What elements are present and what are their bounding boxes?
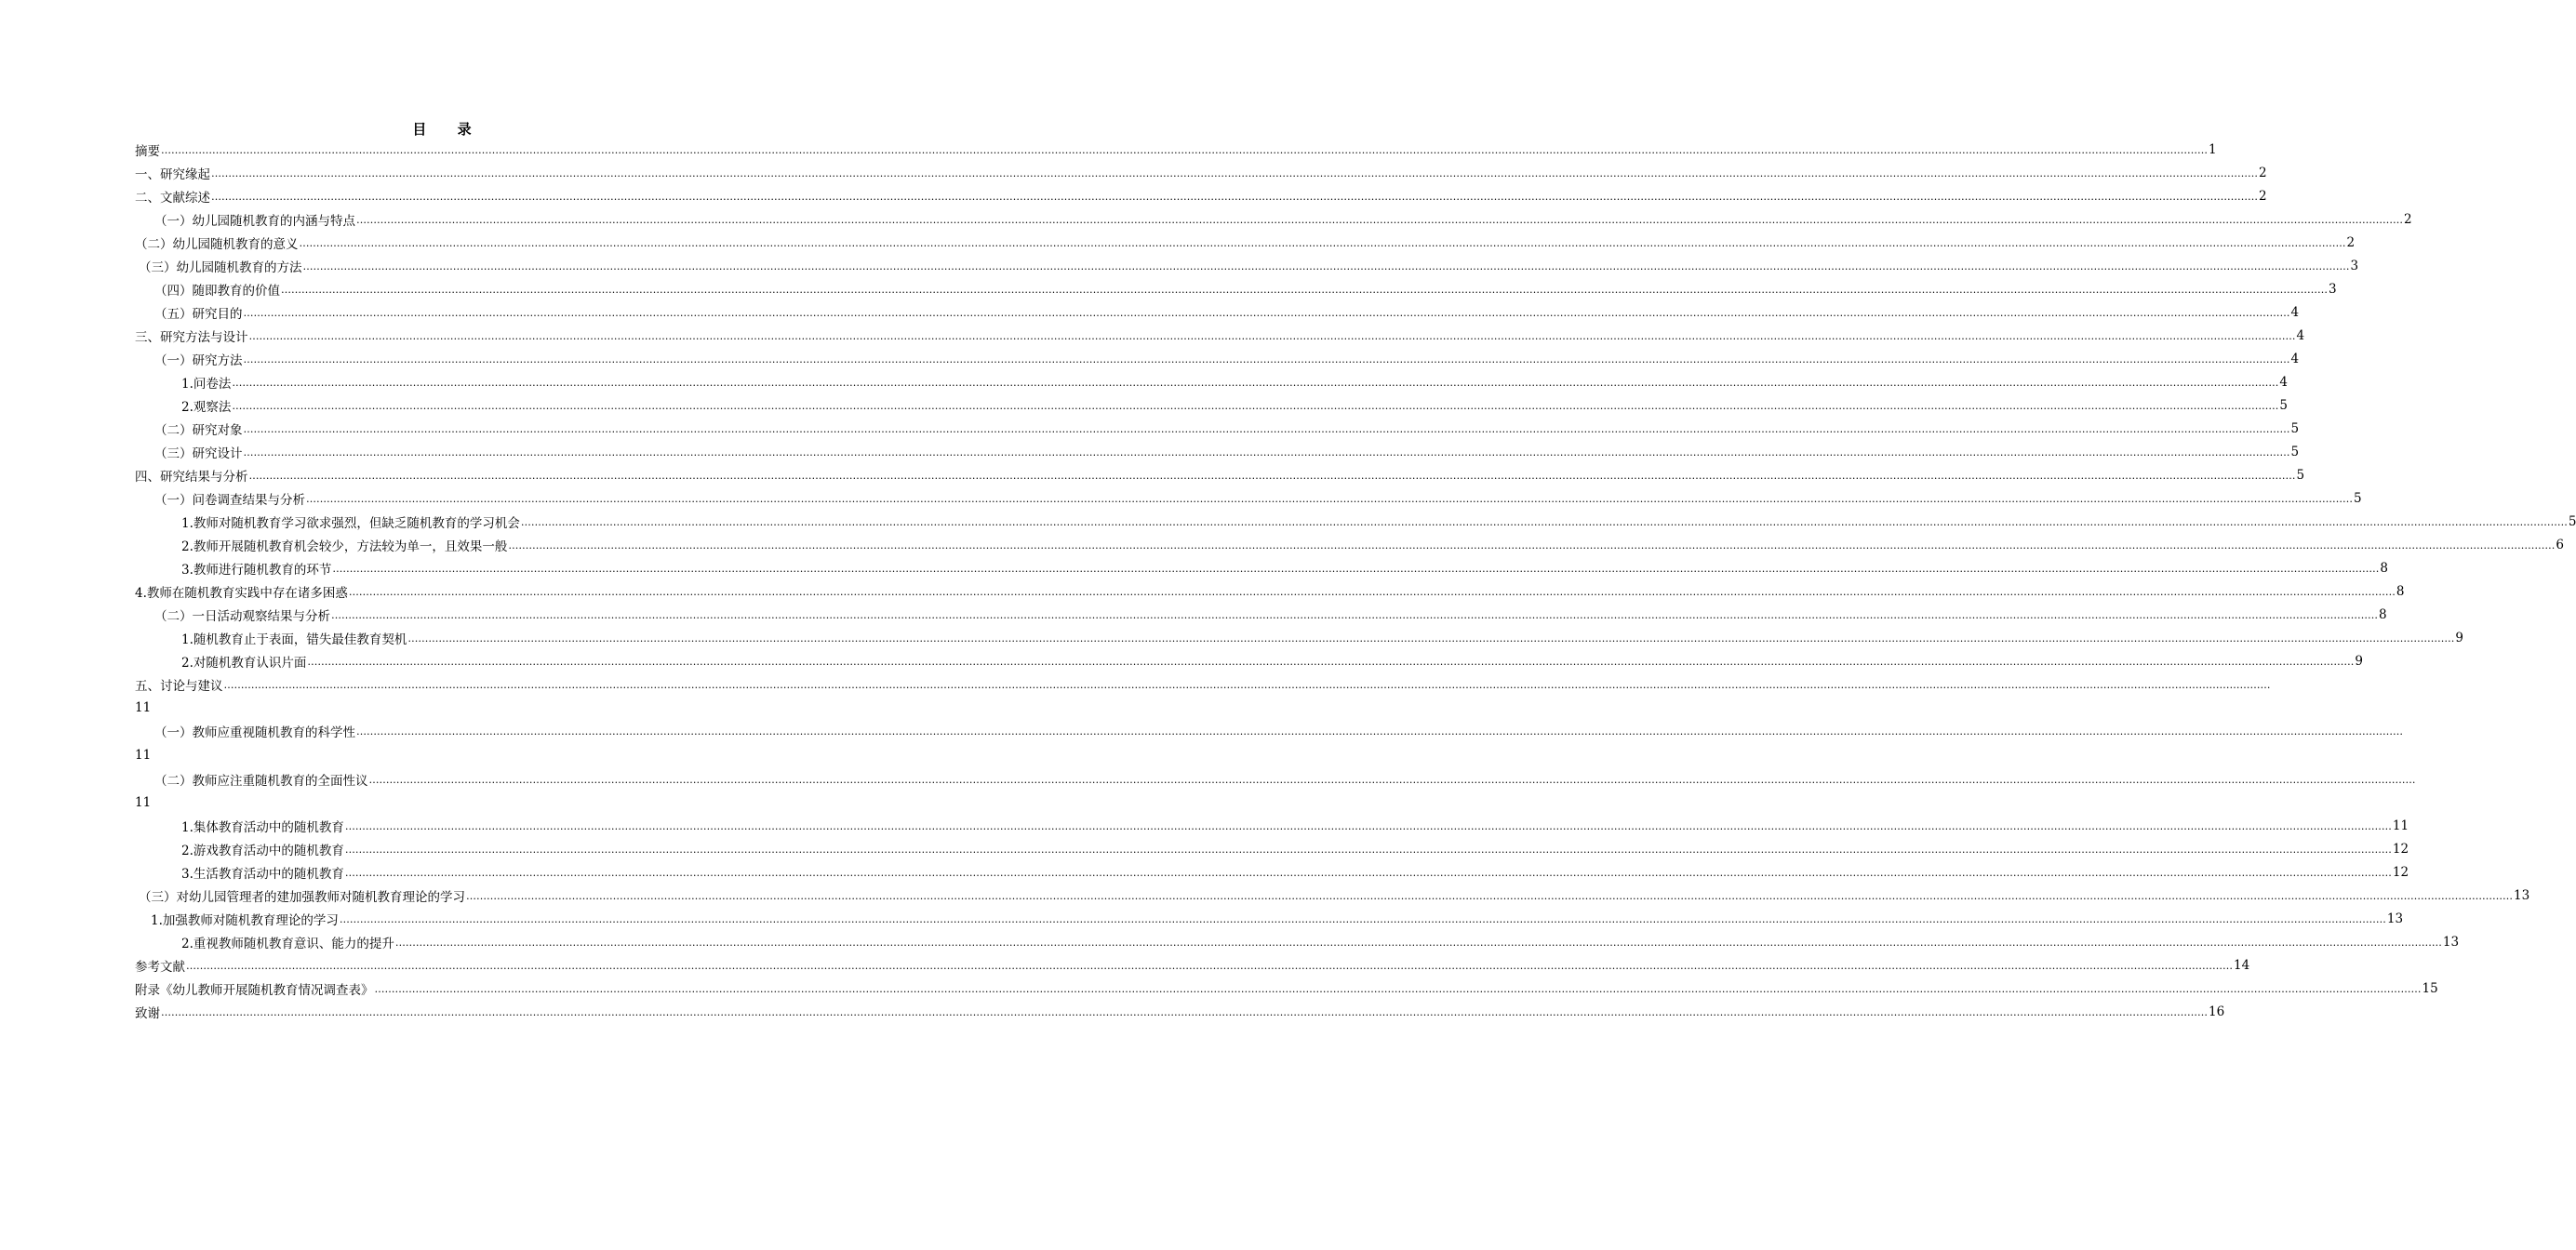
dot-leader: ……………………………………………………………………………………………………………………………………………………………………………………………………………………………………………………………………………………………………………………………………………………………………………………………………………………………………………………………………………………………………………………………………………………	[307, 655, 2355, 668]
toc-entry[interactable]	[135, 581, 2405, 602]
toc-entry-label: （一）问卷调查结果与分析	[154, 493, 305, 508]
toc-entry[interactable]	[135, 163, 2267, 183]
toc-entry-label: 附录《幼儿教师开展随机教育情况调查表》	[135, 983, 374, 998]
toc-entry-page: 2	[2346, 235, 2356, 250]
toc-entry[interactable]	[154, 279, 2337, 299]
dot-leader: ……………………………………………………………………………………………………………………………………………………………………………………………………………………………………………………………………………………………………………………………………………………………………………………………………………………………………………………………………………………………………………………………………………………	[243, 352, 2290, 366]
toc-entry[interactable]	[181, 651, 2363, 672]
dot-leader: ……………………………………………………………………………………………………………………………………………………………………………………………………………………………………………………………………………………………………………………………………………………………………………………………………………………………………………………………………………………………………………………………………………………	[243, 445, 2290, 459]
dot-leader: ……………………………………………………………………………………………………………………………………………………………………………………………………………………………………………………………………………………………………………………………………………………………………………………………………………………………………………………………………………………………………………………………………………………	[331, 608, 2378, 621]
toc-entry-label: （三）研究设计	[154, 446, 243, 461]
toc-entry-label: 致谢	[135, 1006, 160, 1021]
toc-entry[interactable]	[154, 605, 2387, 625]
toc-entry-label: 1.随机教育止于表面，错失最佳教育契机	[181, 632, 407, 647]
toc-entry-page: 5	[2279, 398, 2288, 413]
toc-entry-page: 8	[2379, 607, 2387, 622]
dot-leader: ……………………………………………………………………………………………………………………………………………………………………………………………………………………………………………………………………………………………………………………………………………………………………………………………………………………………………………………………………………………………………………………………………………………	[211, 190, 2258, 203]
dot-leader: ……………………………………………………………………………………………………………………………………………………………………………………………………………………………………………………………………………………………………………………………………………………………………………………………………………………………………………………………………………………………………………………………………………………	[348, 585, 2396, 598]
dot-leader: ……………………………………………………………………………………………………………………………………………………………………………………………………………………………………………………………………………………………………………………………………………………………………………………………………………………………………………………………………………………………………………………………………………………	[356, 213, 2403, 226]
dot-leader: ……………………………………………………………………………………………………………………………………………………………………………………………………………………………………………………………………………………………………………………………………………………………………………………………………………………………………………………………………………………………………………………………………………………	[344, 819, 2392, 832]
toc-entry[interactable]	[181, 535, 2564, 555]
toc-entry[interactable]	[135, 465, 2305, 485]
toc-entry[interactable]	[181, 372, 2288, 392]
toc-entry[interactable]	[154, 209, 2412, 230]
toc-entry-page: 8	[2380, 561, 2388, 576]
toc-entry-page: 6	[2556, 538, 2564, 552]
toc-entry-page: 13	[2386, 911, 2404, 926]
dot-leader: ……………………………………………………………………………………………………………………………………………………………………………………………………………………………………………………………………………………………………………………………………………………………………………………………………………………………………………………………………………………………………………………………………………………	[344, 866, 2392, 879]
toc-entry-label: （二）幼儿园随机教育的意义	[135, 237, 299, 252]
toc-entry[interactable]	[154, 419, 2300, 439]
toc-entry-page: 11	[135, 795, 152, 810]
toc-entry[interactable]	[139, 885, 2530, 906]
toc-entry[interactable]	[139, 256, 2359, 276]
toc-entry-label: （一）教师应重视随机教育的科学性	[154, 725, 355, 740]
toc-entry-label: 1.集体教育活动中的随机教育	[181, 820, 344, 835]
toc-entry-page-wrap	[135, 792, 191, 813]
dot-leader: ……………………………………………………………………………………………………………………………………………………………………………………………………………………………………………………………………………………………………………………………………………………………………………………………………………………………………………………………………………………………………………………………………………………	[243, 422, 2290, 435]
toc-entry-page: 13	[2442, 935, 2460, 950]
toc-entry-page: 13	[2514, 888, 2530, 903]
dot-leader: ……………………………………………………………………………………………………………………………………………………………………………………………………………………………………………………………………………………………………………………………………………………………………………………………………………………………………………………………………………………………………………………………………………………	[243, 306, 2290, 319]
dot-leader: ……………………………………………………………………………………………………………………………………………………………………………………………………………………………………………………………………………………………………………………………………………………………………………………………………………………………………………………………………………………………………………………………………………………	[520, 515, 2568, 528]
toc-entry-label: 2.观察法	[181, 400, 232, 415]
dot-leader: ……………………………………………………………………………………………………………………………………………………………………………………………………………………………………………………………………………………………………………………………………………………………………………………………………………………………………………………………………………………………………………………………………………………	[356, 725, 2403, 738]
dot-leader: ……………………………………………………………………………………………………………………………………………………………………………………………………………………………………………………………………………………………………………………………………………………………………………………………………………………………………………………………………………………………………………………………………………………	[299, 236, 2346, 249]
toc-entry[interactable]	[135, 674, 2271, 695]
dot-leader: ……………………………………………………………………………………………………………………………………………………………………………………………………………………………………………………………………………………………………………………………………………………………………………………………………………………………………………………………………………………………………………………………………………………	[339, 912, 2386, 925]
toc-entry-label: （二）一日活动观察结果与分析	[154, 609, 330, 624]
toc-entry-page-wrap	[135, 698, 191, 718]
toc-entry-page: 3	[2350, 259, 2359, 273]
dot-leader: ……………………………………………………………………………………………………………………………………………………………………………………………………………………………………………………………………………………………………………………………………………………………………………………………………………………………………………………………………………………………………………………………………………………	[281, 283, 2328, 296]
dot-leader: ……………………………………………………………………………………………………………………………………………………………………………………………………………………………………………………………………………………………………………………………………………………………………………………………………………………………………………………………………………………………………………………………………………………	[407, 632, 2455, 645]
toc-entry[interactable]	[181, 839, 2409, 859]
dot-leader: ……………………………………………………………………………………………………………………………………………………………………………………………………………………………………………………………………………………………………………………………………………………………………………………………………………………………………………………………………………………………………………………………………………………	[368, 773, 2416, 786]
dot-leader: ……………………………………………………………………………………………………………………………………………………………………………………………………………………………………………………………………………………………………………………………………………………………………………………………………………………………………………………………………………………………………………………………………………………	[186, 959, 2233, 972]
toc-entry-page: 1	[2209, 142, 2217, 157]
toc-entry-page: 9	[2455, 631, 2463, 645]
toc-entry-page: 2	[2259, 166, 2267, 180]
toc-entry-label: 五、讨论与建议	[135, 679, 223, 694]
toc-entry-label: 四、研究结果与分析	[135, 470, 248, 485]
toc-entry-page: 12	[2392, 865, 2409, 880]
toc-entry-page: 5	[2296, 468, 2305, 483]
toc-entry[interactable]	[181, 816, 2409, 836]
toc-title: 目 录	[412, 121, 485, 138]
toc-entry-label: 2.重视教师随机教育意识、能力的提升	[181, 937, 394, 951]
toc-entry-page: 4	[2290, 305, 2300, 320]
dot-leader: ……………………………………………………………………………………………………………………………………………………………………………………………………………………………………………………………………………………………………………………………………………………………………………………………………………………………………………………………………………………………………………………………………………………	[232, 376, 2279, 389]
dot-leader: ……………………………………………………………………………………………………………………………………………………………………………………………………………………………………………………………………………………………………………………………………………………………………………………………………………………………………………………………………………………………………………………………………………………	[306, 492, 2353, 505]
toc-entry-page: 5	[2568, 514, 2576, 529]
toc-entry-page: 11	[135, 700, 152, 715]
toc-entry-page: 2	[2404, 212, 2412, 227]
toc-entry-page-wrap	[135, 745, 191, 765]
toc-entry-label: 三、研究方法与设计	[135, 330, 248, 345]
toc-entry-label: 一、研究缘起	[135, 167, 210, 182]
toc-entry[interactable]	[154, 488, 2362, 509]
toc-entry-page: 11	[135, 748, 152, 763]
toc-entry[interactable]	[154, 442, 2300, 462]
toc-entry-label: 2.教师开展随机教育机会较少，方法较为单一，且效果一般	[181, 539, 508, 554]
toc-entry-page: 3	[2329, 282, 2337, 297]
dot-leader: ……………………………………………………………………………………………………………………………………………………………………………………………………………………………………………………………………………………………………………………………………………………………………………………………………………………………………………………………………………………………………………………………………………………	[232, 399, 2279, 412]
dot-leader: ……………………………………………………………………………………………………………………………………………………………………………………………………………………………………………………………………………………………………………………………………………………………………………………………………………………………………………………………………………………………………………………………………………………	[466, 889, 2513, 902]
dot-leader: ……………………………………………………………………………………………………………………………………………………………………………………………………………………………………………………………………………………………………………………………………………………………………………………………………………………………………………………………………………………………………………………………………………………	[223, 678, 2271, 691]
toc-entry[interactable]	[154, 769, 2416, 790]
toc-entry[interactable]	[135, 326, 2305, 346]
dot-leader: ……………………………………………………………………………………………………………………………………………………………………………………………………………………………………………………………………………………………………………………………………………………………………………………………………………………………………………………………………………………………………………………………………………………	[394, 936, 2442, 949]
toc-entry[interactable]	[181, 512, 2576, 532]
toc-entry[interactable]	[151, 909, 2404, 929]
toc-entry-label: （一）幼儿园随机教育的内涵与特点	[154, 214, 355, 229]
toc-entry-page: 12	[2392, 842, 2409, 857]
toc-entry-label: （五）研究目的	[154, 307, 243, 322]
toc-entry[interactable]	[154, 349, 2300, 369]
toc-entry-page: 5	[2290, 445, 2300, 459]
toc-entry[interactable]	[135, 140, 2217, 160]
toc-entry[interactable]	[181, 395, 2288, 416]
toc-entry-page: 5	[2354, 491, 2362, 506]
toc-entry-label: （二）研究对象	[154, 423, 243, 438]
dot-leader: ……………………………………………………………………………………………………………………………………………………………………………………………………………………………………………………………………………………………………………………………………………………………………………………………………………………………………………………………………………………………………………………………………………………	[332, 562, 2380, 575]
toc-entry[interactable]	[135, 186, 2267, 206]
toc-entry[interactable]	[181, 932, 2460, 952]
dot-leader: ……………………………………………………………………………………………………………………………………………………………………………………………………………………………………………………………………………………………………………………………………………………………………………………………………………………………………………………………………………………………………………………………………………………	[248, 329, 2296, 342]
toc-entry-label: （三）对幼儿园管理者的建加强教师对随机教育理论的学习	[139, 890, 465, 905]
toc-entry-page: 9	[2355, 654, 2363, 669]
toc-entry-label: （二）教师应注重随机教育的全面性议	[154, 774, 368, 789]
toc-entry-label: 2.对随机教育认识片面	[181, 656, 307, 671]
dot-leader: ……………………………………………………………………………………………………………………………………………………………………………………………………………………………………………………………………………………………………………………………………………………………………………………………………………………………………………………………………………………………………………………………………………………	[344, 843, 2392, 856]
toc-entry[interactable]	[135, 978, 2438, 999]
toc-entry-label: 1.教师对随机教育学习欲求强烈，但缺乏随机教育的学习机会	[181, 516, 520, 531]
toc-entry[interactable]	[135, 233, 2356, 253]
toc-entry-label: 2.游戏教育活动中的随机教育	[181, 844, 344, 858]
dot-leader: ……………………………………………………………………………………………………………………………………………………………………………………………………………………………………………………………………………………………………………………………………………………………………………………………………………………………………………………………………………………………………………………………………………………	[302, 259, 2350, 273]
toc-entry-page: 4	[2279, 375, 2288, 390]
toc-entry[interactable]	[181, 558, 2388, 578]
toc-entry[interactable]	[135, 955, 2250, 976]
toc-entry[interactable]	[154, 721, 2403, 741]
toc-entry-label: 3.生活教育活动中的随机教育	[181, 867, 344, 882]
toc-entry-label: 4.教师在随机教育实践中存在诸多困惑	[135, 586, 348, 601]
toc-entry-label: 3.教师进行随机教育的环节	[181, 563, 332, 578]
dot-leader: ……………………………………………………………………………………………………………………………………………………………………………………………………………………………………………………………………………………………………………………………………………………………………………………………………………………………………………………………………………………………………………………………………………………	[161, 1005, 2208, 1018]
dot-leader: ……………………………………………………………………………………………………………………………………………………………………………………………………………………………………………………………………………………………………………………………………………………………………………………………………………………………………………………………………………………………………………………………………………………	[211, 166, 2258, 180]
toc-entry-label: 1.加强教师对随机教育理论的学习	[151, 913, 339, 928]
dot-leader: ……………………………………………………………………………………………………………………………………………………………………………………………………………………………………………………………………………………………………………………………………………………………………………………………………………………………………………………………………………………………………………………………………………………	[248, 469, 2296, 482]
toc-entry-label: 二、文献综述	[135, 191, 210, 206]
toc-entry-page: 5	[2290, 421, 2300, 436]
toc-entry[interactable]	[154, 302, 2300, 323]
toc-entry-label: 参考文献	[135, 960, 185, 975]
toc-entry[interactable]	[181, 862, 2409, 883]
toc-entry-page: 4	[2290, 352, 2300, 366]
toc-entry-label: （四）随即教育的价值	[154, 284, 280, 299]
toc-entry-label: 1.问卷法	[181, 377, 232, 392]
toc-entry-page: 2	[2259, 189, 2267, 204]
toc-entry-page: 11	[2392, 818, 2409, 833]
toc-entry-label: （三）幼儿园随机教育的方法	[139, 260, 302, 275]
dot-leader: ……………………………………………………………………………………………………………………………………………………………………………………………………………………………………………………………………………………………………………………………………………………………………………………………………………………………………………………………………………………………………………………………………………………	[374, 982, 2422, 995]
toc-entry-page: 15	[2422, 981, 2438, 996]
toc-entry-page: 8	[2396, 584, 2405, 599]
toc-entry-page: 14	[2234, 958, 2250, 973]
toc-entry[interactable]	[181, 628, 2463, 648]
toc-entry-label: 摘要	[135, 144, 160, 159]
dot-leader: ……………………………………………………………………………………………………………………………………………………………………………………………………………………………………………………………………………………………………………………………………………………………………………………………………………………………………………………………………………………………………………………………………………………	[161, 143, 2208, 156]
toc-entry[interactable]	[135, 1002, 2225, 1022]
toc-entry-page: 16	[2209, 1004, 2225, 1019]
dot-leader: ……………………………………………………………………………………………………………………………………………………………………………………………………………………………………………………………………………………………………………………………………………………………………………………………………………………………………………………………………………………………………………………………………………………	[508, 539, 2556, 552]
toc-entry-label: （一）研究方法	[154, 353, 243, 368]
toc-entry-page: 4	[2296, 328, 2305, 343]
